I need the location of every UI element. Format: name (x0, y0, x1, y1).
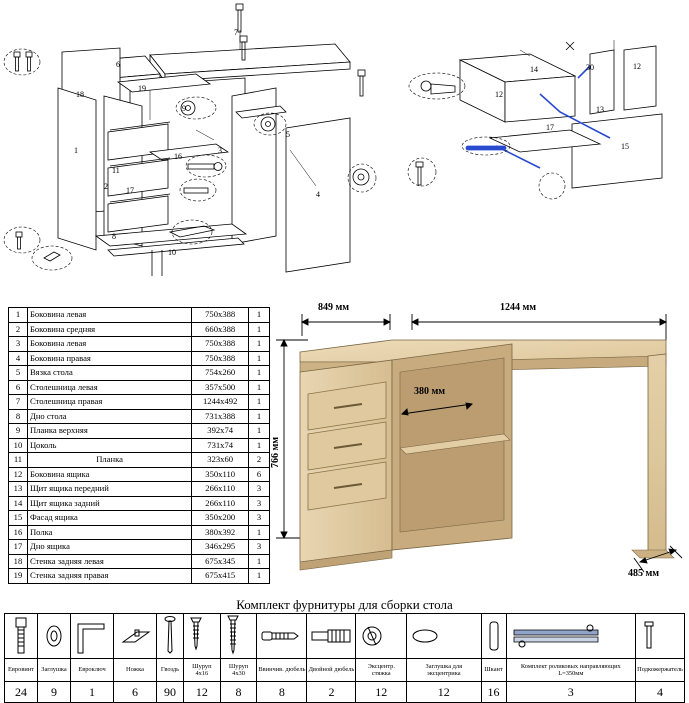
hardware-count: 24 (5, 682, 38, 703)
hardware-name: Ножка (114, 659, 157, 682)
part-name: Щит ящика передний (27, 482, 191, 497)
table-row (9, 496, 270, 511)
dim-849: 849 мм (318, 302, 350, 313)
part-quantity: 1 (249, 337, 270, 352)
callout-6: 6 (116, 60, 120, 69)
double-dowel-icon (307, 614, 356, 659)
part-dimensions: 350x110 (192, 467, 249, 482)
part-name: Боковина правая (27, 351, 191, 366)
callout-8: 8 (112, 232, 116, 241)
part-name: Щит ящика задний (27, 496, 191, 511)
table-row (9, 366, 270, 381)
part-name: Столешница правая (27, 395, 191, 410)
table-row (9, 467, 270, 482)
part-dimensions: 350x200 (192, 511, 249, 526)
part-number: 17 (9, 540, 28, 555)
cup-holder-icon (636, 614, 685, 659)
hardware-count: 12 (184, 682, 221, 703)
callout-drawer-12b: 12 (495, 90, 503, 99)
callout-18: 18 (76, 90, 84, 99)
part-quantity: 1 (249, 554, 270, 569)
foot-icon (114, 614, 157, 659)
table-row (9, 482, 270, 497)
hardware-counts-row (5, 682, 685, 703)
part-dimensions: 660x388 (192, 322, 249, 337)
assembled-desk-drawing (262, 300, 689, 590)
part-number: 14 (9, 496, 28, 511)
hardware-name: Эксцентр. стяжка (356, 659, 407, 682)
part-quantity: 1 (249, 569, 270, 584)
part-quantity: 6 (249, 467, 270, 482)
hardware-count: 8 (220, 682, 257, 703)
part-number: 10 (9, 438, 28, 453)
hardware-count: 3 (506, 682, 636, 703)
part-dimensions: 750x388 (192, 337, 249, 352)
table-row (9, 511, 270, 526)
part-dimensions: 750x388 (192, 308, 249, 323)
callout-drawer-13: 13 (596, 105, 604, 114)
part-dimensions: 731x388 (192, 409, 249, 424)
part-quantity: 1 (249, 322, 270, 337)
hardware-count: 8 (257, 682, 307, 703)
hardware-names-row (5, 659, 685, 682)
part-quantity: 1 (249, 308, 270, 323)
part-name: Стенка задняя левая (27, 554, 191, 569)
part-name: Столешница левая (27, 380, 191, 395)
hardware-count: 6 (114, 682, 157, 703)
nail-icon (157, 614, 184, 659)
part-name: Полка (27, 525, 191, 540)
table-row (9, 525, 270, 540)
table-row (9, 308, 270, 323)
callout-2: 2 (104, 182, 108, 191)
part-dimensions: 357x500 (192, 380, 249, 395)
part-quantity: 1 (249, 525, 270, 540)
part-quantity: 1 (249, 366, 270, 381)
hardware-name: Евроключ (71, 659, 114, 682)
part-number: 13 (9, 482, 28, 497)
part-quantity: 2 (249, 453, 270, 468)
part-dimensions: 392x74 (192, 424, 249, 439)
part-number: 5 (9, 366, 28, 381)
callout-19: 19 (138, 84, 146, 93)
callout-drawer-15: 15 (621, 142, 629, 151)
part-number: 6 (9, 380, 28, 395)
screw-4x16-icon (184, 614, 221, 659)
part-quantity: 3 (249, 540, 270, 555)
table-row (9, 438, 270, 453)
callout-3: 3 (218, 146, 222, 155)
dim-766: 766 мм (270, 436, 281, 468)
table-row (9, 540, 270, 555)
table-row (9, 409, 270, 424)
part-number: 18 (9, 554, 28, 569)
hardware-count: 9 (38, 682, 71, 703)
callout-16: 16 (174, 152, 182, 161)
euro-key-icon (71, 614, 114, 659)
part-dimensions: 750x388 (192, 351, 249, 366)
part-number: 2 (9, 322, 28, 337)
part-dimensions: 266x110 (192, 496, 249, 511)
hardware-count: 1 (71, 682, 114, 703)
screw-in-dowel-icon (257, 614, 307, 659)
part-name: Боковина левая (27, 337, 191, 352)
hardware-name: Двойной дюбель (307, 659, 356, 682)
part-quantity: 1 (249, 438, 270, 453)
hardware-name: Шуруп 4х16 (184, 659, 221, 682)
callout-drawer-30: 30 (586, 63, 594, 72)
hardware-icons-row (5, 614, 685, 659)
part-quantity: 3 (249, 496, 270, 511)
parts-list-body (9, 308, 270, 584)
hardware-name: Заглушка для эксцентрика (407, 659, 481, 682)
table-row (9, 380, 270, 395)
part-quantity: 1 (249, 395, 270, 410)
part-number: 4 (9, 351, 28, 366)
hardware-count: 2 (307, 682, 356, 703)
cam-lock-icon (356, 614, 407, 659)
part-quantity: 3 (249, 482, 270, 497)
part-dimensions: 731x74 (192, 438, 249, 453)
hardware-count: 12 (356, 682, 407, 703)
hardware-name: Комплект роликовых направляющих L=350мм (506, 659, 636, 682)
part-number: 16 (9, 525, 28, 540)
table-row (9, 395, 270, 410)
callout-7: 7 (234, 28, 238, 37)
table-row (9, 351, 270, 366)
part-name: Боковина средняя (27, 322, 191, 337)
part-quantity: 1 (249, 424, 270, 439)
part-name: Дно ящика (27, 540, 191, 555)
euro-screw-icon (5, 614, 38, 659)
part-name: Цоколь (27, 438, 191, 453)
part-number: 3 (9, 337, 28, 352)
hardware-count: 16 (481, 682, 506, 703)
part-dimensions: 346x295 (192, 540, 249, 555)
part-number: 11 (9, 453, 28, 468)
hardware-kit-table (4, 613, 685, 703)
part-quantity: 1 (249, 409, 270, 424)
part-quantity: 1 (249, 380, 270, 395)
dowel-icon (481, 614, 506, 659)
dim-485: 485 мм (628, 568, 660, 579)
table-row (9, 322, 270, 337)
exploded-view-left (0, 0, 400, 300)
hardware-name: Шуруп 4х30 (220, 659, 257, 682)
part-name: Вязка стола (27, 366, 191, 381)
part-dimensions: 266x110 (192, 482, 249, 497)
hardware-kit-title: Комплект фурнитуры для сборки стола (236, 597, 453, 612)
part-number: 7 (9, 395, 28, 410)
part-number: 19 (9, 569, 28, 584)
callout-drawer-12a: 12 (633, 62, 641, 71)
part-name: Боковина ящика (27, 467, 191, 482)
hardware-name: Шкант (481, 659, 506, 682)
part-dimensions: 323x60 (192, 453, 249, 468)
hardware-count: 4 (636, 682, 685, 703)
cam-cap-icon (407, 614, 481, 659)
callout-drawer-17: 17 (546, 123, 554, 132)
dim-380: 380 мм (414, 386, 446, 397)
screw-4x30-icon (220, 614, 257, 659)
part-number: 8 (9, 409, 28, 424)
part-number: 9 (9, 424, 28, 439)
part-dimensions: 754x260 (192, 366, 249, 381)
part-dimensions: 675x415 (192, 569, 249, 584)
table-row (9, 424, 270, 439)
part-name: Фасад ящика (27, 511, 191, 526)
callout-drawer-14: 14 (530, 65, 538, 74)
table-row (9, 554, 270, 569)
callout-17: 17 (126, 186, 134, 195)
part-dimensions: 1244x492 (192, 395, 249, 410)
hardware-name: Гвоздь (157, 659, 184, 682)
part-quantity: 3 (249, 511, 270, 526)
hardware-count: 90 (157, 682, 184, 703)
table-row (9, 337, 270, 352)
part-name: Дно стола (27, 409, 191, 424)
part-name: Планка (27, 453, 191, 468)
callout-9: 9 (182, 104, 186, 113)
part-dimensions: 380x392 (192, 525, 249, 540)
part-quantity: 1 (249, 351, 270, 366)
hardware-count: 12 (407, 682, 481, 703)
dim-1244: 1244 мм (500, 302, 537, 313)
hardware-name: Евровинт (5, 659, 38, 682)
table-row (9, 453, 270, 468)
part-name: Боковина левая (27, 308, 191, 323)
callout-10: 10 (168, 248, 176, 257)
table-row (9, 569, 270, 584)
part-dimensions: 675x345 (192, 554, 249, 569)
part-name: Планка верхняя (27, 424, 191, 439)
exploded-view-drawer (400, 20, 689, 240)
callout-4: 4 (316, 190, 320, 199)
cap-icon (38, 614, 71, 659)
callout-11: 11 (112, 166, 120, 175)
slide-rail-icon (506, 614, 636, 659)
part-number: 12 (9, 467, 28, 482)
callout-1: 1 (74, 146, 78, 155)
hardware-name: Ввинчив. дюбель (257, 659, 307, 682)
hardware-name: Заглушка (38, 659, 71, 682)
part-number: 15 (9, 511, 28, 526)
callout-5: 5 (286, 130, 290, 139)
part-name: Стенка задняя правая (27, 569, 191, 584)
hardware-name: Подкожержатель (636, 659, 685, 682)
part-number: 1 (9, 308, 28, 323)
parts-list-table (8, 307, 270, 584)
